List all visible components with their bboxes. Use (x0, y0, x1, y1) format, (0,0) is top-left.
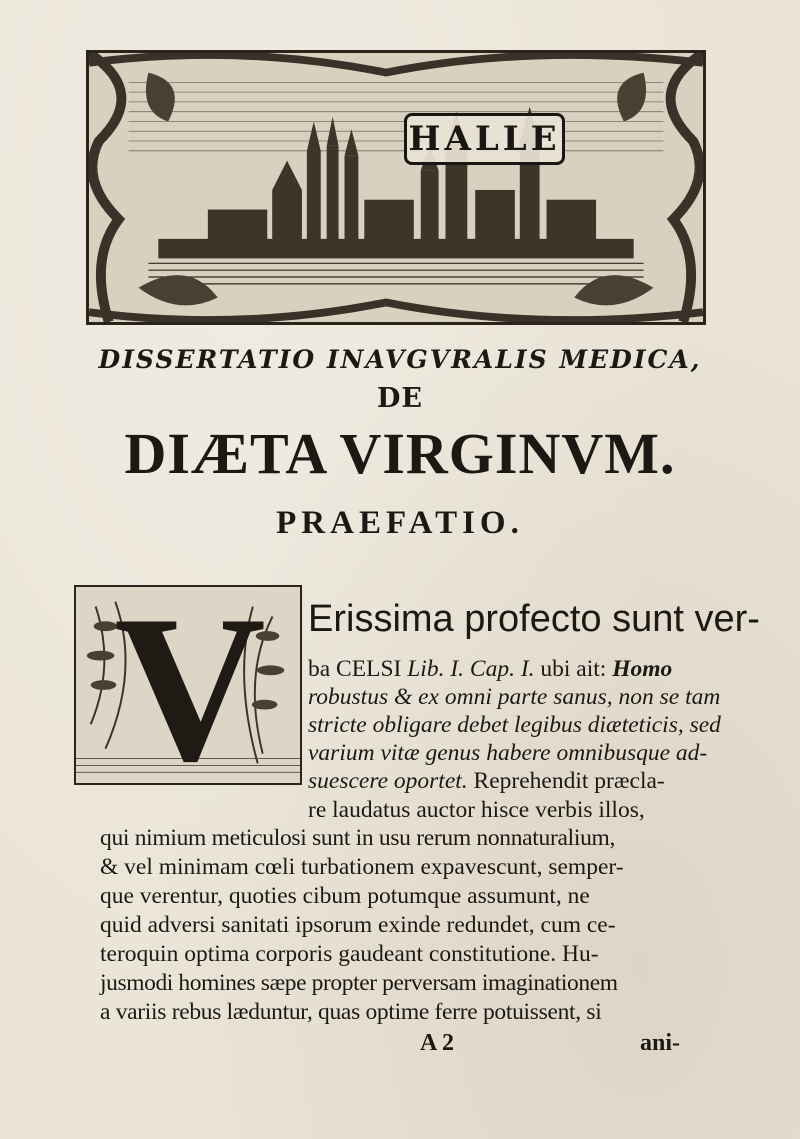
main-title: DIÆTA VIRGINVM. (124, 421, 676, 486)
text-line-5: varium vitæ genus habere omnibusque ad- (308, 740, 708, 766)
text-line-1: Erissima profecto sunt ver- (308, 598, 760, 640)
text-fragment: Reprehendit præcla- (467, 768, 665, 794)
decorated-initial (74, 585, 302, 785)
catchword: ani- (640, 1030, 681, 1056)
quote-start: Homo (612, 656, 673, 682)
initial-letter: V (114, 585, 266, 785)
cityscape-illustration (89, 53, 703, 322)
text-line-13: jusmodi homines sæpe propter perversam imaginationem (100, 970, 618, 996)
text-line-12: teroquin optima corporis gaudeant constitutione. Hu- (100, 941, 599, 967)
text-line-7: re laudatus auctor hisce verbis illos, (308, 797, 645, 823)
text-fragment: ubi ait: (534, 656, 613, 682)
text-line-9: & vel minimam cœli turbationem expavescunt, semper- (100, 854, 624, 880)
dissertation-subtitle: DISSERTATIO INAVGVRALIS MEDICA, (98, 345, 702, 374)
city-name-cartouche: HALLE (404, 113, 565, 165)
text-line-10: que verentur, quoties cibum potumque assumunt, ne (100, 883, 590, 909)
text-line-6 (308, 768, 665, 795)
text-line-2 (308, 656, 672, 683)
text-line-3: robustus & ex omni parte sanus, non se tam (308, 684, 721, 710)
text-line-4: stricte obligare debet legibus diæteticis, sed (308, 712, 721, 738)
quote-end: suescere oportet. (308, 768, 468, 794)
citation: Lib. I. Cap. I. (407, 656, 535, 682)
text-line-8: qui nimium meticulosi sunt in usu rerum nonnaturalium, (100, 825, 616, 851)
section-heading: PRAEFATIO. (276, 505, 524, 541)
title-preposition: DE (377, 383, 423, 414)
text-fragment: ba CELSI (308, 656, 408, 682)
text-line-11: quid adversi sanitati ipsorum exinde redundet, cum ce- (100, 912, 616, 938)
city-view-engraving (86, 50, 706, 325)
signature-mark: A 2 (420, 1030, 455, 1056)
text-line-14: a variis rebus læduntur, quas optime ferre potuissent, si (100, 999, 602, 1025)
